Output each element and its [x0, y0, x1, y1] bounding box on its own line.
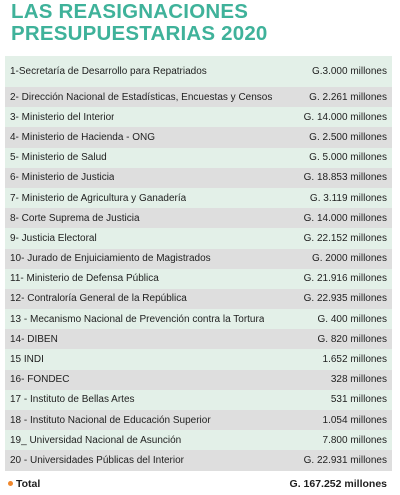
total-amount: G. 167.252 millones	[289, 477, 387, 490]
table-row	[5, 450, 392, 470]
total-label: Total	[16, 477, 41, 490]
table-row	[5, 168, 392, 188]
table-row	[5, 390, 392, 410]
table-row	[5, 349, 392, 369]
row-name: 16- FONDEC	[10, 374, 70, 386]
title-line-2: PRESUPUESTARIAS 2020	[11, 22, 268, 45]
row-amount: 531 millones	[330, 394, 387, 406]
row-name: 7- Ministerio de Agricultura y Ganadería	[10, 192, 187, 204]
table-row	[5, 289, 392, 309]
row-name: 3- Ministerio del Interior	[10, 111, 115, 123]
row-amount: G. 5.000 millones	[309, 152, 387, 164]
row-name: 19_ Universidad Nacional de Asunción	[10, 434, 182, 446]
row-amount: G. 820 millones	[317, 333, 387, 345]
bullet-icon	[8, 481, 13, 486]
row-amount: G. 22.152 millones	[303, 232, 387, 244]
row-amount: G. 3.119 millones	[309, 192, 387, 204]
row-name: 11- Ministerio de Defensa Pública	[10, 273, 159, 285]
row-amount: G. 2.261 millones	[309, 91, 387, 103]
row-name: 5- Ministerio de Salud	[10, 152, 107, 164]
total-label-wrap	[5, 478, 40, 490]
row-name: 14- DIBEN	[10, 333, 58, 345]
table-row	[5, 148, 392, 168]
table-row	[5, 329, 392, 349]
row-name: 8- Corte Suprema de Justicia	[10, 212, 140, 224]
row-name: 15 INDI	[10, 354, 44, 366]
row-name: 18 - Instituto Nacional de Educación Superior	[10, 414, 211, 426]
row-name: 9- Justicia Electoral	[10, 232, 97, 244]
table-row	[5, 370, 392, 390]
table-row	[5, 430, 392, 450]
table-row	[5, 309, 392, 329]
row-name: 10- Jurado de Enjuiciamiento de Magistrados	[10, 253, 211, 265]
row-amount: G. 14.000 millones	[303, 111, 387, 123]
row-amount: 7.800 millones	[322, 434, 387, 446]
row-amount: G. 400 millones	[317, 313, 387, 325]
page-title	[11, 1, 268, 45]
table-row	[5, 410, 392, 430]
row-name: 12- Contraloría General de la República	[10, 293, 187, 305]
row-amount: 1.652 millones	[322, 354, 387, 366]
table-row	[5, 107, 392, 127]
table-rows	[5, 56, 392, 471]
row-amount: G. 2.500 millones	[309, 131, 387, 143]
row-amount: 1.054 millones	[322, 414, 387, 426]
row-amount: G. 22.931 millones	[303, 454, 387, 466]
row-amount: G. 22.935 millones	[303, 293, 387, 305]
row-amount: G.3.000 millones	[311, 66, 387, 77]
row-amount: 328 millones	[330, 374, 387, 386]
row-amount: G. 18.853 millones	[303, 172, 387, 184]
table-row	[5, 87, 392, 107]
table-row	[5, 269, 392, 289]
reallocation-table	[5, 56, 392, 495]
row-name: 1-Secretaría de Desarrollo para Repatriados	[10, 66, 207, 77]
title-line-1: LAS REASIGNACIONES	[11, 0, 249, 23]
table-row	[5, 127, 392, 147]
table-row	[5, 56, 392, 87]
row-name: 13 - Mecanismo Nacional de Prevención contra la Tortura	[10, 313, 265, 325]
row-amount: G. 21.916 millones	[303, 273, 387, 285]
row-name: 20 - Universidades Públicas del Interior	[10, 454, 184, 466]
row-name: 4- Ministerio de Hacienda - ONG	[10, 131, 156, 143]
row-amount: G. 14.000 millones	[303, 212, 387, 224]
total-row	[5, 473, 392, 495]
table-row	[5, 188, 392, 208]
row-name: 17 - Instituto de Bellas Artes	[10, 394, 135, 406]
row-name: 6- Ministerio de Justicia	[10, 172, 115, 184]
table-row	[5, 208, 392, 228]
table-row	[5, 249, 392, 269]
row-amount: G. 2000 millones	[311, 253, 387, 265]
row-name: 2- Dirección Nacional de Estadísticas, Encuestas y Censos	[10, 91, 273, 103]
table-row	[5, 228, 392, 248]
